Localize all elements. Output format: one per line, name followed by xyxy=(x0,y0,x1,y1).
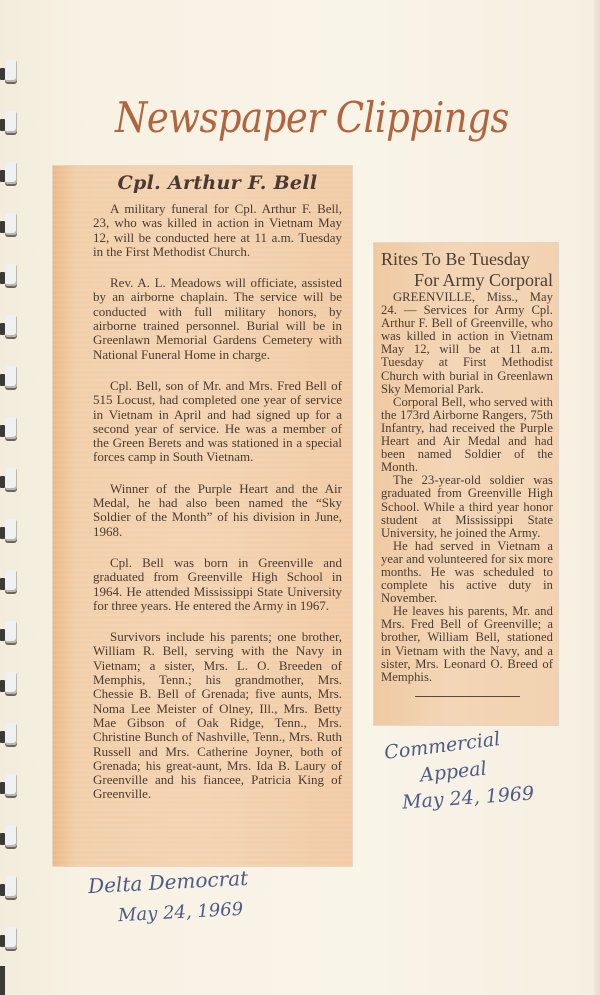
ring-hole xyxy=(5,825,17,847)
binding-edge xyxy=(0,966,5,995)
clipping-headline xyxy=(381,249,553,291)
ring-hole xyxy=(5,213,17,235)
ring-hole xyxy=(5,723,17,745)
clipping-paragraph: Cpl. Bell, son of Mr. and Mrs. Fred Bell of 515 Locust, had completed one year of service in Vietnam in April and had signed up for a second year of service. He was a member of the Green Berets and was stationed in a special forces camp in South Vietnam. xyxy=(93,377,342,465)
ring-hole xyxy=(5,366,17,388)
binding-ring xyxy=(0,264,18,286)
ring-hole xyxy=(5,315,17,337)
clipping-headline: Cpl. Arthur F. Bell xyxy=(117,172,318,194)
binding-ring xyxy=(0,60,18,82)
handwritten-date: May 24, 1969 xyxy=(117,898,244,927)
clipping-paragraph: GREENVILLE, Miss., May 24. — Services for Army Cpl. Arthur F. Bell of Greenville, who was killed in action in Vietnam May 12, will be at 11 a.m. Tuesday at First Methodist Church with burial in Greenlawn Sky Memorial Park. xyxy=(381,290,553,396)
binding-ring xyxy=(0,417,18,439)
handwritten-source: Appeal xyxy=(419,757,488,787)
headline-line-1: Rites To Be Tuesday xyxy=(381,249,530,269)
binding-ring xyxy=(0,876,18,898)
clipping-paragraph: Corporal Bell, who served with the 173rd Airborne Rangers, 75th Infantry, had received the Purple Heart and Air Medal and had been named Soldier of the Month. xyxy=(381,394,553,475)
binding-ring xyxy=(0,621,18,643)
binding-ring xyxy=(0,213,18,235)
ring-hole xyxy=(5,417,17,439)
clipping-paragraph: A military funeral for Cpl. Arthur F. Bell, 23, who was killed in action in Vietnam May 12, will be conducted here at 11 a.m. Tuesday in the First Methodist Church. xyxy=(93,201,342,259)
ring-hole xyxy=(5,468,17,490)
clipping-paragraph: The 23-year-old soldier was graduated from Greenville High School. While a third year honor student at Mississippi State University, he joined the Army. xyxy=(381,473,553,540)
binding-ring xyxy=(0,774,18,796)
binding-ring xyxy=(0,723,18,745)
clipping-delta-democrat xyxy=(53,166,352,866)
clipping-paragraph: Cpl. Bell was born in Greenville and graduated from Greenville High School in 1964. He attended Mississippi State University for three years. He entered the Army in 1967. xyxy=(93,554,342,613)
ring-hole xyxy=(5,519,17,541)
binding-ring xyxy=(0,570,18,592)
binding-ring xyxy=(0,162,18,184)
ring-hole xyxy=(5,774,17,796)
binding-ring xyxy=(0,927,18,949)
headline-line-2: For Army Corporal xyxy=(414,270,553,290)
ring-hole xyxy=(5,264,17,286)
section-title: Newspaper Clippings xyxy=(115,93,509,143)
ring-hole xyxy=(5,876,17,898)
ring-hole xyxy=(5,60,17,82)
binding-ring xyxy=(0,672,18,694)
binding-ring xyxy=(0,315,18,337)
ring-hole xyxy=(5,111,17,133)
ring-hole xyxy=(5,162,17,184)
binding-ring xyxy=(0,519,18,541)
clipping-commercial-appeal xyxy=(374,243,558,725)
binding-ring xyxy=(0,366,18,388)
clipping-paragraph: He leaves his parents, Mr. and Mrs. Fred Bell of Greenville; a brother, William Bell, stationed in Vietnam with the Navy, and a sister, Mrs. Leonard O. Breed of Memphis. xyxy=(381,604,553,684)
end-rule xyxy=(415,696,520,697)
binding-ring xyxy=(0,468,18,490)
handwritten-source: Commercial xyxy=(383,727,502,765)
clipping-paragraph: He had served in Vietnam a year and volunteered for six more months. He was scheduled to complete his active duty in November. xyxy=(381,538,553,606)
page-edge xyxy=(594,0,600,995)
clipping-paragraph: Rev. A. L. Meadows will officiate, assisted by an airborne chaplain. The service will be conducted with full military honors, by airborne trained personnel. Burial will be in Greenlawn Memorial Gardens Cemetery with National Funeral Home in charge. xyxy=(93,275,342,362)
ring-hole xyxy=(5,927,17,949)
clipping-paragraph: Survivors include his parents; one brother, William R. Bell, serving with the Navy in Vietnam; a sister, Mrs. L. O. Breeden of Memphis, Tenn.; his grandmother, Mrs. Chessie B. Bell of Grenada; five aunts, Mrs. Noma Lee Meister of Olney, Ill., Mrs. Betty Mae Gibson of Oak Ridge, Tenn., Mrs. Christine Bunch of Nashville, Tenn., Mrs. Ruth Russell and Mrs. Catherine Joyner, both of Grenada; his great-aunt, Mrs. Ida B. Laury of Greenville and his fiancee, Patricia King of Greenville. xyxy=(93,629,342,802)
clipping-paragraph: Winner of the Purple Heart and the Air Medal, he had also been named the “Sky Soldier of the Month” of his division in June, 1968. xyxy=(93,480,342,539)
handwritten-date: May 24, 1969 xyxy=(401,782,535,814)
ring-hole xyxy=(5,672,17,694)
binding-ring xyxy=(0,111,18,133)
handwritten-source: Delta Democrat xyxy=(87,865,249,899)
binding-ring xyxy=(0,825,18,847)
ring-hole xyxy=(5,570,17,592)
ring-hole xyxy=(5,621,17,643)
